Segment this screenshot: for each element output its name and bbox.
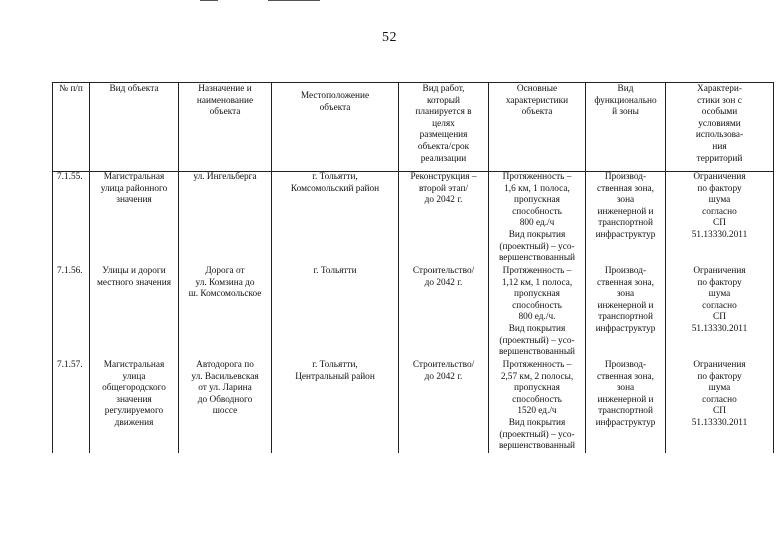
text-line: второй этап/ (418, 183, 469, 194)
text-line: транспортной (598, 312, 653, 323)
text-line: зона (616, 195, 635, 206)
text-line: Производ- (604, 266, 647, 276)
cell-zone (586, 360, 666, 453)
text-line: 7.1.56. (57, 266, 83, 276)
text-line: наименование (196, 95, 254, 106)
text-line: инфраструктур (595, 417, 656, 428)
text-line: Производ- (604, 360, 647, 370)
text-line: согласно (702, 394, 737, 405)
text-line: Центральный район (295, 371, 375, 382)
cell-object-type (90, 172, 179, 267)
text-line: до Обводного (197, 394, 253, 405)
cell-number (53, 172, 90, 267)
text-line: 1,6 км, 1 полоса, (504, 183, 570, 194)
text-line: способность (512, 206, 562, 217)
scan-marks (200, 0, 320, 4)
cell-works (399, 172, 489, 267)
text-line: характеристики (505, 95, 569, 106)
text-line: до 2042 г. (424, 371, 463, 382)
text-line: до 2042 г. (424, 195, 463, 206)
text-line: инфраструктур (595, 323, 656, 334)
text-line: СП (713, 218, 726, 229)
cell-object-type (90, 360, 179, 453)
text-line: 51.13330.2011 (691, 417, 748, 428)
cell-zone (586, 266, 666, 360)
cell-number (53, 360, 90, 453)
cell-location (272, 266, 399, 360)
text-line: по фактору (697, 371, 742, 382)
text-line: СП (713, 312, 726, 323)
text-line: стики зон с (697, 95, 742, 106)
text-line: 1520 ед./ч (517, 406, 557, 417)
text-line: 51.13330.2011 (691, 323, 748, 334)
cell-object-name (179, 360, 272, 453)
text-line: вершенствованный (498, 441, 576, 452)
text-line: Вид покрытия (508, 323, 566, 334)
text-line: 800 ед./ч. (518, 312, 556, 323)
text-line: 7.1.57. (57, 360, 83, 370)
text-line: Ограничения (693, 172, 746, 182)
text-line: ш. Комсомольское (188, 289, 262, 300)
cell-characteristics (489, 360, 586, 453)
text-line: 2,57 км, 2 полосы, (500, 371, 574, 382)
text-line: Производ- (604, 172, 647, 182)
text-line: улица (122, 371, 146, 382)
text-line: пропускная (514, 289, 560, 300)
text-line: который (426, 95, 461, 106)
table-row (53, 172, 774, 267)
text-line: г. Тольятти, (312, 172, 358, 182)
text-line: транспортной (598, 218, 653, 229)
text-line: по фактору (697, 277, 742, 288)
text-line: Комсомольский район (290, 183, 380, 194)
text-line: шума (708, 195, 731, 206)
text-line: зона (616, 383, 635, 394)
cell-characteristics (489, 172, 586, 267)
text-line: общегородского (102, 383, 166, 394)
cell-object-name (179, 266, 272, 360)
text-line: объекта (521, 107, 553, 118)
text-line: целях (432, 118, 455, 129)
text-line: Протяженность – (502, 360, 572, 370)
header-location (272, 83, 399, 172)
text-line: шума (708, 383, 731, 394)
text-line: значения (116, 195, 152, 206)
cell-number (53, 266, 90, 360)
text-line: пропускная (514, 195, 560, 206)
text-line: до 2042 г. (424, 277, 463, 288)
cell-works (399, 360, 489, 453)
text-line: вершенствованный (498, 347, 576, 358)
text-line: (проектный) – усо- (499, 335, 575, 346)
text-line: ственная зона, (596, 371, 655, 382)
text-line: способность (512, 394, 562, 405)
text-line: ул. Васильевская (191, 371, 259, 382)
text-line: шума (708, 289, 731, 300)
header-characteristics (489, 83, 586, 172)
table-header-row (53, 83, 774, 172)
text-line: Местоположение (300, 91, 370, 101)
text-line: объекта (209, 107, 241, 118)
text-line: регулируемого (104, 406, 164, 417)
text-line: инфраструктур (595, 229, 656, 240)
text-line: Вид (617, 84, 634, 94)
text-line: пропускная (514, 383, 560, 394)
text-line: транспортной (598, 406, 653, 417)
text-line: Протяженность – (502, 266, 572, 276)
text-line: условиями (698, 118, 741, 129)
text-line: местного значения (96, 277, 172, 288)
table-row (53, 360, 774, 453)
text-line: ул. Ингельберга (193, 172, 257, 182)
text-line: значения (116, 394, 152, 405)
text-line: Магистральная (103, 172, 165, 182)
text-line: Дорога от (205, 266, 245, 276)
text-line: Протяженность – (502, 172, 572, 182)
text-line: реализации (420, 153, 467, 164)
text-line: Магистральная (103, 360, 165, 370)
text-line: движения (114, 417, 154, 428)
text-line: Ограничения (693, 266, 746, 276)
cell-restrictions (666, 172, 774, 267)
header-zone (586, 83, 666, 172)
text-line: Вид покрытия (508, 229, 566, 240)
text-line: Автодорога по (196, 360, 254, 370)
text-line: (проектный) – усо- (499, 429, 575, 440)
text-line: объекта/срок (417, 141, 470, 152)
text-line: объекта (319, 102, 351, 113)
text-line: инженерной и (597, 300, 654, 311)
cell-characteristics (489, 266, 586, 360)
text-line: г. Тольятти, (312, 360, 358, 370)
header-object-name (179, 83, 272, 172)
text-line: № п/п (59, 84, 83, 94)
text-line: использова- (695, 130, 744, 141)
text-line: особыми (701, 107, 738, 118)
cell-restrictions (666, 360, 774, 453)
text-line: Улицы и дороги (102, 266, 166, 276)
page-number: 52 (382, 30, 397, 45)
text-line: 800 ед./ч (519, 218, 555, 229)
text-line: СП (713, 406, 726, 417)
text-line: ственная зона, (596, 277, 655, 288)
text-line: (проектный) – усо- (499, 241, 575, 252)
text-line: Назначение и (198, 84, 252, 94)
text-line: Строительство/ (412, 360, 475, 370)
text-line: зона (616, 289, 635, 300)
text-line: вершенствованный (498, 253, 576, 264)
text-line: ул. Комзина до (195, 277, 255, 288)
text-line: Ограничения (693, 360, 746, 370)
text-line: инженерной и (597, 394, 654, 405)
header-restrictions (666, 83, 774, 172)
text-line: инженерной и (597, 206, 654, 217)
text-line: Основные (516, 84, 558, 94)
header-works (399, 83, 489, 172)
text-line: г. Тольятти (313, 266, 357, 276)
cell-location (272, 172, 399, 267)
objects-table (52, 82, 774, 453)
header-number (53, 83, 90, 172)
cell-restrictions (666, 266, 774, 360)
text-line: ния (712, 141, 727, 152)
cell-works (399, 266, 489, 360)
cell-zone (586, 172, 666, 267)
text-line: Реконструкция – (410, 172, 477, 182)
text-line: 51.13330.2011 (691, 229, 748, 240)
text-line: Вид объекта (109, 84, 159, 94)
text-line: улица районного (100, 183, 168, 194)
text-line: по фактору (697, 183, 742, 194)
text-line: согласно (702, 300, 737, 311)
cell-object-type (90, 266, 179, 360)
header-object-type (90, 83, 179, 172)
text-line: территорий (696, 153, 743, 164)
text-line: й зоны (612, 107, 639, 118)
text-line: от ул. Ларина (198, 383, 252, 394)
text-line: размещения (419, 130, 468, 141)
text-line: согласно (702, 206, 737, 217)
text-line: 7.1.55. (57, 172, 83, 182)
cell-object-name (179, 172, 272, 267)
text-line: 1,12 км, 1 полоса, (501, 277, 573, 288)
text-line: ственная зона, (596, 183, 655, 194)
text-line: функционально (594, 95, 657, 106)
cell-location (272, 360, 399, 453)
text-line: Строительство/ (412, 266, 475, 276)
text-line: способность (512, 300, 562, 311)
table-row (53, 266, 774, 360)
text-line: Вид покрытия (508, 417, 566, 428)
text-line: шоссе (212, 406, 238, 417)
text-line: планируется в (415, 107, 472, 118)
text-line: Характери- (697, 84, 742, 94)
text-line: Вид работ, (422, 84, 465, 94)
